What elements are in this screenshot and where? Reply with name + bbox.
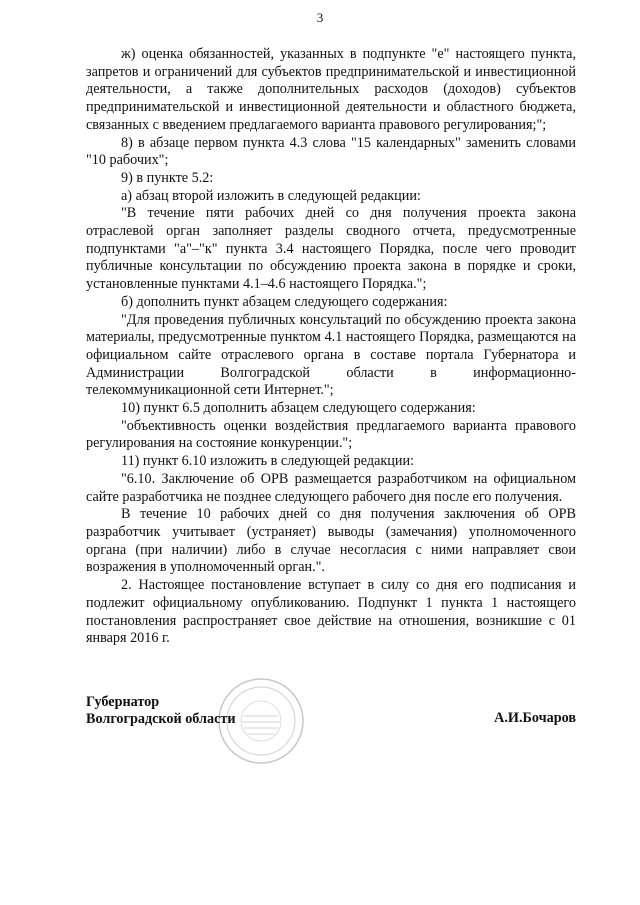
- signatory-title: [86, 694, 236, 728]
- paragraph-item-10: 10) пункт 6.5 дополнить абзацем следующего содержания:: [121, 400, 476, 417]
- paragraph-item-zh: ж) оценка обязанностей, указанных в подпункте "е" настоящего пункта, запретов и ограничений для субъектов предпринимательской и инвестиционной деятельности, а также дополнительных расходов (доходов) субъектов предпринимательской и инвестиционной деятельности и областного бюджета, связанных с введением предлагаемого варианта правового регулирования;";: [86, 46, 576, 133]
- paragraph-quote-b: "Для проведения публичных консультаций по обсуждению проекта закона материалы, предусмотренные пунктом 4.1 настоящего Порядка, размещаются на официальном сайте отраслевого органа в составе портала Губернатора и Администрации Волгоградской области в информационно-телекоммуникационной сети Интернет.";: [86, 311, 576, 399]
- paragraph-subitem-b: б) дополнить пункт абзацем следующего содержания:: [121, 293, 448, 310]
- paragraph-item-9: 9) в пункте 5.2:: [121, 169, 214, 186]
- signatory-title-line1: Губернатор: [86, 694, 160, 710]
- paragraph-quote-11-continued: В течение 10 рабочих дней со дня получения заключения об ОРВ разработчик учитывает (устраняет) выводы (замечания) уполномоченного органа (при наличии) либо в случае несогласия с ними направляет свои возражения в уполномоченный орган.".: [86, 506, 576, 576]
- paragraph-item-11: 11) пункт 6.10 изложить в следующей редакции:: [121, 453, 415, 470]
- signatory-name: А.И.Бочаров: [494, 710, 576, 726]
- document-body: [86, 46, 576, 648]
- paragraph-quote-a: "В течение пяти рабочих дней со дня получения проекта закона отраслевой орган заполняет разделы сводного отчета, предусмотренные подпунктами "а"–"к" пункта 3.4 настоящего Порядка, после чего проводит публичные консультации по обсуждению проекта закона в порядке и сроки, установленные пунктами 4.1–4.6 настоящего Порядка.";: [86, 205, 576, 293]
- paragraph-subitem-a: а) абзац второй изложить в следующей редакции:: [121, 187, 421, 204]
- paragraph-item-2: 2. Настоящее постановление вступает в силу со дня его подписания и подлежит официальному опубликованию. Подпункт 1 пункта 1 настоящего постановления распространяет свое действие на отношения, возникшие с 01 января 2016 г.: [86, 577, 576, 647]
- paragraph-quote-11: "6.10. Заключение об ОРВ размещается разработчиком на официальном сайте разработчика не позднее следующего рабочего дня после его получения.: [86, 470, 576, 505]
- signature-block: [86, 694, 576, 754]
- page-number: 3: [316, 10, 324, 25]
- paragraph-item-8: 8) в абзаце первом пункта 4.3 слова "15 календарных" заменить словами "10 рабочих";: [86, 134, 576, 169]
- paragraph-quote-10: "объективность оценки воздействия предлагаемого варианта правового регулирования на состояние конкуренции.";: [86, 417, 576, 452]
- signatory-title-line2: Волгоградской области: [86, 711, 236, 727]
